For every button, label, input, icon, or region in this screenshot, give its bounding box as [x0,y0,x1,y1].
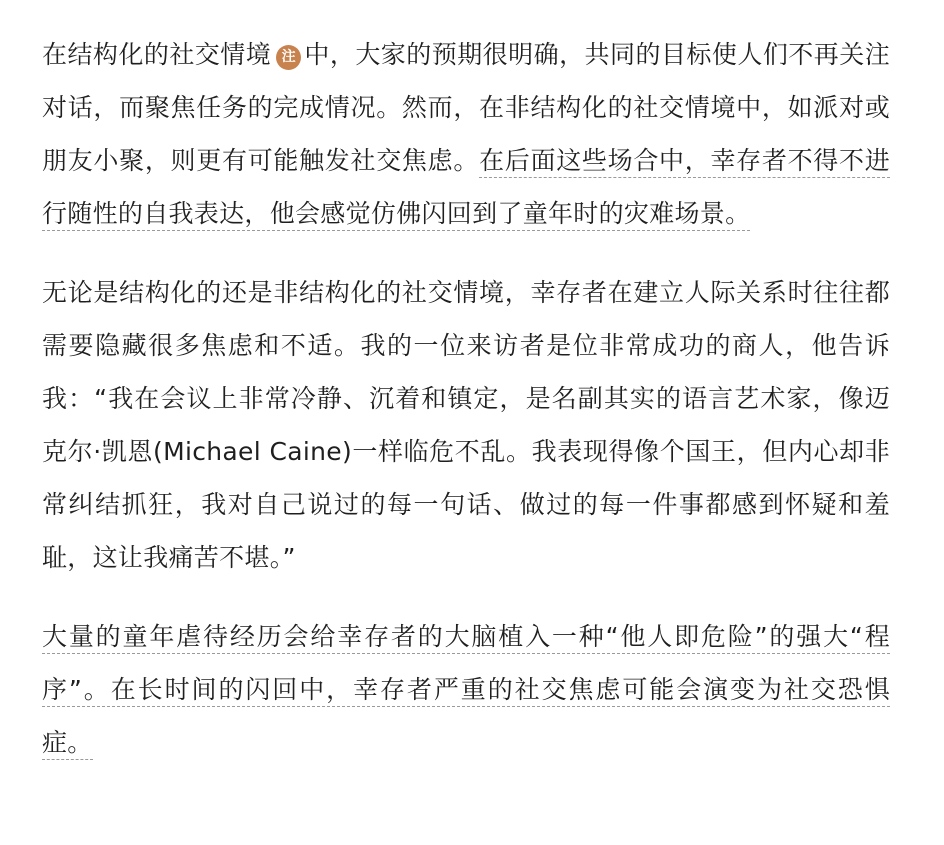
paragraph-1-text-middle: 中，大家的预期很明确，共同的目标使人们不再关注对话，而聚焦任务的完成情况。然而，在非结构化的社交情境中，如派对或朋友小聚，则更有可能触发社交焦虑。 [42,40,890,175]
footnote-icon[interactable]: 注 [276,45,301,70]
highlighted-passage-1[interactable]: 在后面这些场合中，幸存者不得不进行随性的自我表达，他会感觉仿佛闪回到了童年时的灾难场景。 [42,146,890,231]
paragraph-2: 无论是结构化的还是非结构化的社交情境，幸存者在建立人际关系时往往都需要隐藏很多焦虑和不适。我的一位来访者是位非常成功的商人，他告诉我：“我在会议上非常冷静、沉着和镇定，是名副其实的语言艺术家，像迈克尔·凯恩(Michael Caine)一样临危不乱。我表现得像个国王，但内心却非常纠结抓狂，我对自己说过的每一句话、做过的每一件事都感到怀疑和羞耻，这让我痛苦不堪。” [42,278,890,572]
highlighted-passage-2[interactable]: 大量的童年虐待经历会给幸存者的大脑植入一种“他人即危险”的强大“程序”。在长时间的闪回中，幸存者严重的社交焦虑可能会演变为社交恐惧症。 [42,622,890,760]
paragraph-1-text-start: 在结构化的社交情境 [42,40,272,69]
paragraph-3 [42,610,890,769]
paragraph-1 [42,28,890,240]
